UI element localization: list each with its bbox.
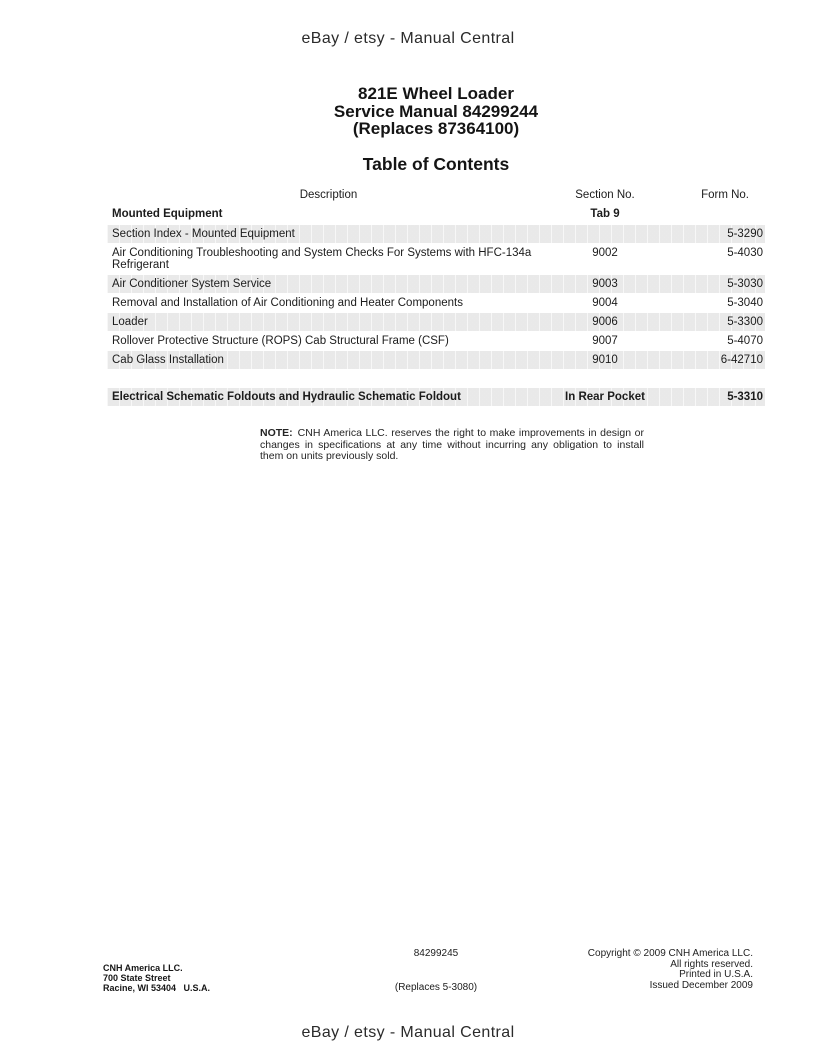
legal-line: Copyright © 2009 CNH America LLC. xyxy=(587,948,753,959)
toc-row-section: In Rear Pocket xyxy=(565,391,645,403)
table-row xyxy=(107,294,765,312)
toc-row-section: 9004 xyxy=(592,297,618,309)
toc-row-description: Section Index - Mounted Equipment xyxy=(112,228,295,240)
table-row xyxy=(107,313,765,331)
watermark-bottom: eBay / etsy - Manual Central xyxy=(301,1024,515,1041)
toc-row-description: Loader xyxy=(112,316,148,328)
note-label: NOTE: xyxy=(260,427,293,439)
toc-row-section: 9007 xyxy=(592,335,618,347)
column-header-section-no: Section No. xyxy=(575,189,635,201)
address-line: 700 State Street xyxy=(103,973,171,983)
toc-row-form: 5-3300 xyxy=(727,316,763,328)
toc-heading: Table of Contents xyxy=(362,153,510,174)
toc-row-section xyxy=(550,225,660,231)
note-text: CNH America LLC. reserves the right to make improvements in design or changes in specifications at any time without incurring any obligation to install them on units previously sold. xyxy=(260,427,644,463)
legal-line: Printed in U.S.A. xyxy=(679,969,753,980)
table-row xyxy=(107,332,765,350)
toc-row-description: Electrical Schematic Foldouts and Hydraulic Schematic Foldout xyxy=(112,391,461,403)
footer-legal-block xyxy=(588,949,753,991)
toc-row-section: 9002 xyxy=(592,247,618,259)
toc-group-tab: Tab 9 xyxy=(590,208,620,220)
toc-group-form xyxy=(660,207,765,210)
legal-line: Issued December 2009 xyxy=(649,979,753,991)
toc-row-description: Rollover Protective Structure (ROPS) Cab Structural Frame (CSF) xyxy=(112,335,449,347)
toc-row-form: 5-3310 xyxy=(727,391,763,403)
table-row xyxy=(107,244,765,274)
page-title-line2: Service Manual 84299244 xyxy=(333,101,539,121)
toc-row-form: 6-42710 xyxy=(720,354,763,366)
column-header-form-no: Form No. xyxy=(701,189,749,201)
column-header-description: Description xyxy=(299,189,358,201)
toc-group-row xyxy=(107,207,765,223)
address-line: CNH America LLC. xyxy=(103,963,183,973)
toc-row-form: 5-3040 xyxy=(727,297,763,309)
toc-row-section: 9010 xyxy=(592,354,618,366)
toc-row-form: 5-4030 xyxy=(727,247,763,259)
toc-schematics-row xyxy=(107,388,765,406)
toc-row-section: 9006 xyxy=(592,316,618,328)
toc-table xyxy=(107,188,765,407)
address-line: Racine, WI 53404 U.S.A. xyxy=(103,983,211,993)
toc-row-section: 9003 xyxy=(592,278,618,290)
toc-group-title: Mounted Equipment xyxy=(112,208,223,220)
toc-row-description: Removal and Installation of Air Conditioning and Heater Components xyxy=(112,297,463,309)
table-row xyxy=(107,275,765,293)
toc-row-description: Air Conditioning Troubleshooting and System Checks For Systems with HFC-134a Refrigerant xyxy=(112,247,532,271)
toc-row-form: 5-4070 xyxy=(727,335,763,347)
table-row xyxy=(107,351,765,369)
footer-replaces: (Replaces 5-3080) xyxy=(394,982,478,993)
footer-part-number: 84299245 xyxy=(413,948,459,959)
title-block xyxy=(107,85,765,175)
page-title-line1: 821E Wheel Loader xyxy=(358,84,514,103)
page-title-line3: (Replaces 87364100) xyxy=(352,119,520,138)
toc-row-description: Air Conditioner System Service xyxy=(112,278,272,290)
toc-row-form: 5-3030 xyxy=(727,278,763,290)
watermark-top: eBay / etsy - Manual Central xyxy=(301,30,515,47)
note-paragraph xyxy=(260,428,644,463)
legal-line: All rights reserved. xyxy=(670,958,753,970)
footer-address-block xyxy=(103,963,210,993)
table-row xyxy=(107,225,765,243)
toc-row-form: 5-3290 xyxy=(727,228,763,240)
table-gap xyxy=(107,370,765,388)
toc-row-description: Cab Glass Installation xyxy=(112,354,224,366)
toc-header-row xyxy=(107,188,765,204)
